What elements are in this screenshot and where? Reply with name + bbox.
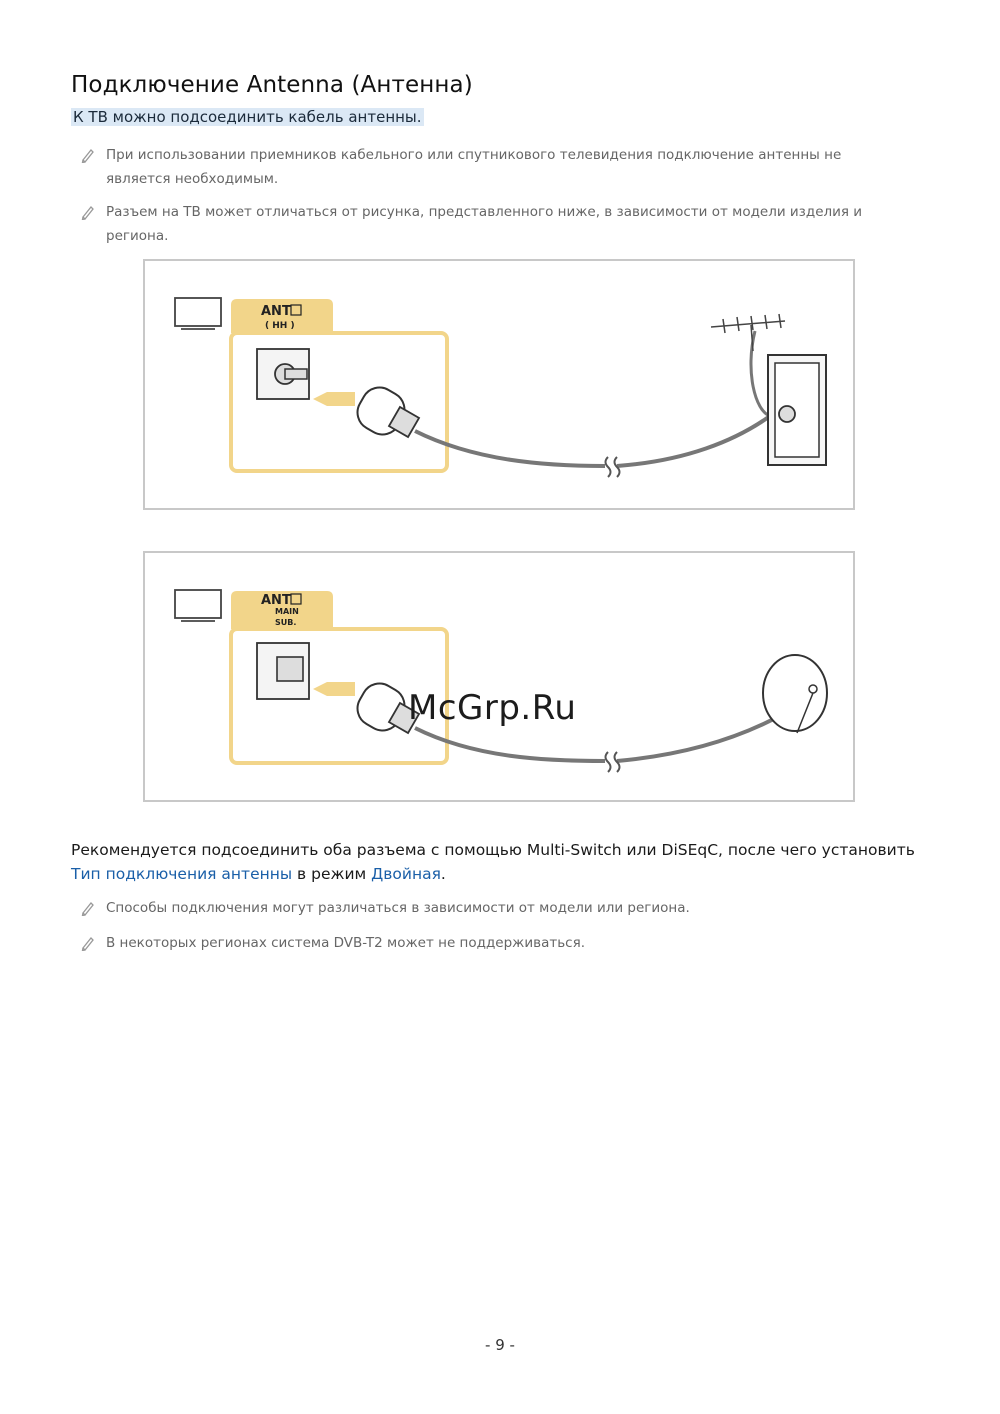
watermark: McGrp.Ru bbox=[408, 688, 577, 728]
pen-note-icon bbox=[80, 147, 96, 163]
note-text: При использовании приемников кабельного или спутникового телевидения подключение антенны не является необходимым. bbox=[106, 147, 842, 187]
pen-note-icon bbox=[80, 204, 96, 220]
page-subtitle: К ТВ можно подсоединить кабель антенны. bbox=[73, 108, 422, 126]
wall-outlet-icon bbox=[768, 355, 826, 465]
page-number: - 9 - bbox=[485, 1336, 515, 1354]
note-item bbox=[80, 931, 900, 955]
note-text: Разъем на ТВ может отличаться от рисунка, представленного ниже, в зависимости от модели изделия и региона. bbox=[106, 204, 863, 244]
note-text: Способы подключения могут различаться в зависимости от модели или региона. bbox=[106, 900, 690, 916]
dual-mode-link[interactable]: Двойная bbox=[371, 865, 441, 883]
tv-ant-port-icon bbox=[257, 349, 309, 399]
note-text: В некоторых регионах система DVB-T2 может не поддерживаться. bbox=[106, 935, 585, 951]
tv-icon bbox=[175, 590, 221, 621]
port-label: ANT bbox=[261, 593, 291, 608]
satellite-connection-figure bbox=[143, 551, 855, 802]
port-sub-label: SUB. bbox=[275, 618, 297, 627]
recommendation-text: Рекомендуется подсоединить оба разъема с помощью Multi-Switch или DiSEqC, после чего установить bbox=[71, 841, 915, 859]
recommendation-text: в режим bbox=[292, 865, 372, 883]
antenna-diagram bbox=[145, 261, 853, 508]
note-item bbox=[80, 896, 900, 920]
tv-icon bbox=[175, 298, 221, 329]
note-item bbox=[80, 200, 900, 248]
recommendation-text: . bbox=[440, 865, 446, 883]
tv-ant-port-icon bbox=[257, 643, 309, 699]
note-item bbox=[80, 143, 900, 191]
pen-note-icon bbox=[80, 900, 96, 916]
connection-type-link[interactable]: Тип подключения антенны bbox=[71, 865, 293, 883]
satellite-dish-icon bbox=[763, 655, 827, 733]
recommendation-paragraph bbox=[71, 838, 931, 886]
port-label: ANT bbox=[261, 304, 291, 319]
pen-note-icon bbox=[80, 935, 96, 951]
antenna-connection-figure bbox=[143, 259, 855, 510]
satellite-diagram bbox=[145, 553, 853, 800]
port-main-label: MAIN bbox=[275, 607, 299, 616]
page-title: Подключение Antenna (Антенна) bbox=[71, 72, 473, 98]
tv-antenna-icon bbox=[711, 314, 785, 351]
port-sub-label: ( HH ) bbox=[265, 321, 295, 331]
